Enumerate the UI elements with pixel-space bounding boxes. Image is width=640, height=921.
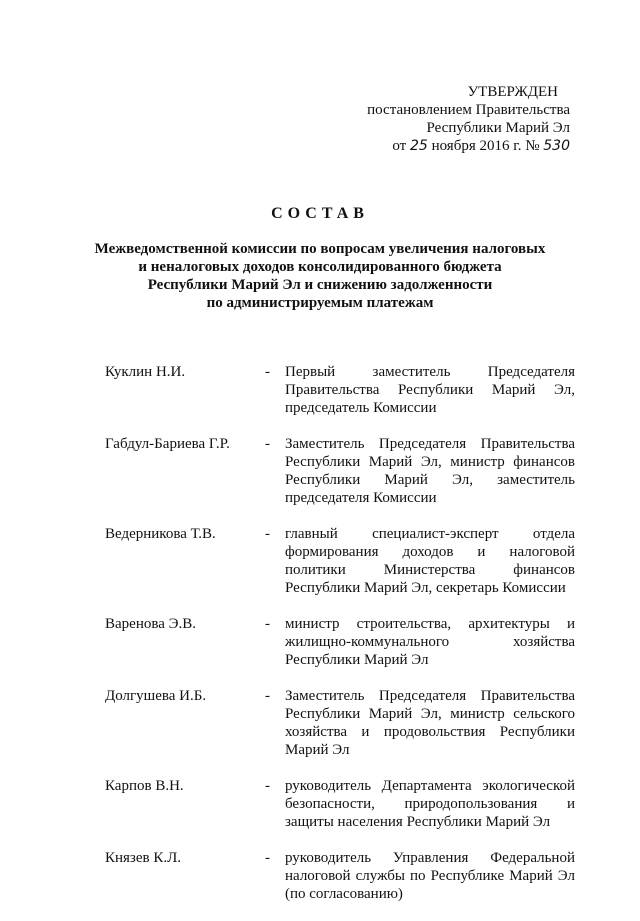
approval-date-prefix: от: [392, 138, 407, 154]
member-dash: -: [265, 526, 270, 542]
document-title: СОСТАВ: [271, 205, 369, 222]
approval-month-year: ноября 2016 г. №: [431, 138, 540, 154]
approval-number: 530: [543, 138, 570, 154]
member-row: [105, 849, 575, 903]
member-dash: -: [265, 850, 270, 866]
member-row: [105, 435, 575, 507]
member-list: [105, 363, 575, 921]
subtitle-line: и неналоговых доходов консолидированного бюджета: [138, 259, 502, 275]
member-role: руководитель Департамента экологической безопасности, природопользования и защиты населения Республики Марий Эл: [285, 778, 575, 830]
member-name: Ведерникова Т.В.: [105, 526, 216, 542]
approval-day: 25: [409, 138, 428, 154]
subtitle-line: по администрируемым платежам: [206, 295, 434, 311]
member-name: Куклин Н.И.: [105, 364, 186, 380]
member-name: Карпов В.Н.: [105, 778, 184, 794]
member-dash: -: [265, 778, 270, 794]
subtitle-line: Республики Марий Эл и снижению задолженности: [147, 277, 493, 293]
document-subtitle: [90, 240, 550, 312]
member-row: [105, 363, 575, 417]
member-dash: -: [265, 616, 270, 632]
member-dash: -: [265, 688, 270, 704]
approval-stamp: [340, 83, 570, 155]
member-name: Габдул-Бариева Г.Р.: [105, 436, 230, 452]
approval-date-line: [340, 137, 570, 155]
member-row: [105, 777, 575, 831]
member-name: Князев К.Л.: [105, 850, 182, 866]
member-role: руководитель Управления Федеральной налоговой службы по Республике Марий Эл (по согласованию): [285, 850, 575, 902]
member-name: Варенова Э.В.: [105, 616, 197, 632]
member-role: Заместитель Председателя Правительства Республики Марий Эл, министр сельского хозяйства и продовольствия Республики Марий Эл: [285, 688, 575, 758]
approval-decree-line: постановлением Правительства: [367, 102, 570, 118]
member-role: министр строительства, архитектуры и жилищно-коммунального хозяйства Республики Марий Эл: [285, 616, 575, 668]
member-role: главный специалист-эксперт отдела формирования доходов и налоговой политики Министерства финансов Республики Марий Эл, секретарь Комиссии: [285, 526, 575, 596]
member-dash: -: [265, 436, 270, 452]
member-role: Первый заместитель Председателя Правительства Республики Марий Эл, председатель Комиссии: [285, 364, 575, 416]
member-dash: -: [265, 364, 270, 380]
member-row: [105, 615, 575, 669]
approval-title: УТВЕРЖДЕН: [467, 84, 558, 100]
approval-republic-line: Республики Марий Эл: [426, 120, 570, 136]
member-role: Заместитель Председателя Правительства Республики Марий Эл, министр финансов Республики Марий Эл, заместитель председателя Комиссии: [285, 436, 575, 506]
member-name: Долгушева И.Б.: [105, 688, 207, 704]
member-row: [105, 687, 575, 759]
member-row: [105, 525, 575, 597]
subtitle-line: Межведомственной комиссии по вопросам увеличения налоговых: [94, 241, 546, 257]
